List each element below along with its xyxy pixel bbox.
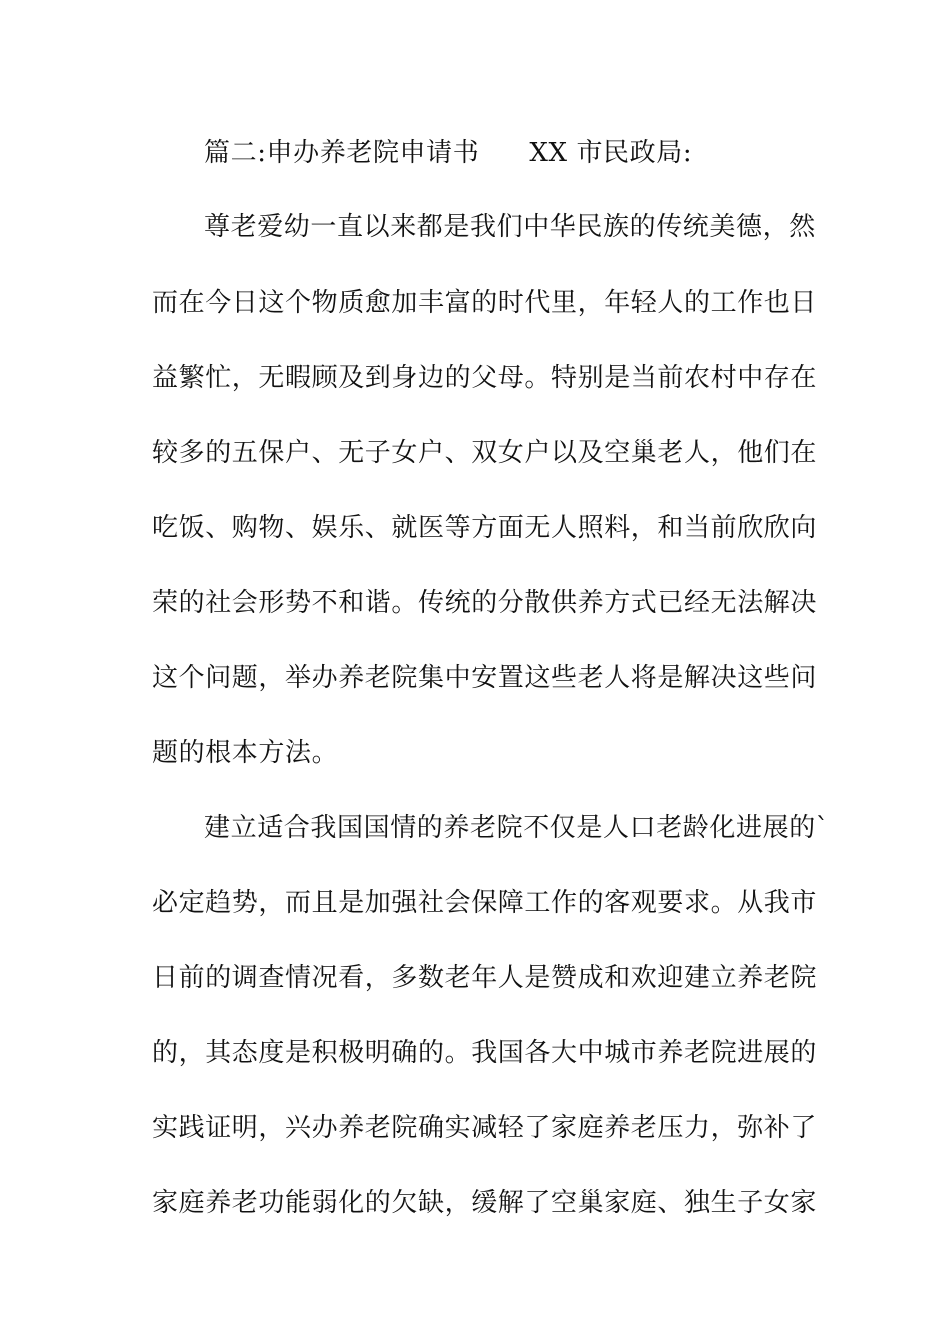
paragraph-1-line-1: 尊老爱幼一直以来都是我们中华民族的传统美德，然 xyxy=(204,212,816,242)
paragraph-1-line-2: 而在今日这个物质愈加丰富的时代里，年轻人的工作也日 xyxy=(152,288,818,318)
paragraph-2-line-3: 日前的调查情况看，多数老年人是赞成和欢迎建立养老院 xyxy=(152,963,818,993)
paragraph-1-line-3: 益繁忙，无暇顾及到身边的父母。特别是当前农村中存在 xyxy=(152,363,818,393)
paragraph-2-line-4: 的，其态度是积极明确的。我国各大中城市养老院进展的 xyxy=(152,1038,818,1068)
paragraph-1-line-6: 荣的社会形势不和谐。传统的分散供养方式已经无法解决 xyxy=(152,588,818,618)
document-heading xyxy=(204,137,814,169)
heading-title: 篇二:申办养老院申请书 xyxy=(204,138,480,168)
paragraph-2-line-1: 建立适合我国国情的养老院不仅是人口老龄化进展的` xyxy=(204,813,830,843)
paragraph-1-line-5: 吃饭、购物、娱乐、就医等方面无人照料，和当前欣欣向 xyxy=(152,513,818,543)
paragraph-2-line-2: 必定趋势，而且是加强社会保障工作的客观要求。从我市 xyxy=(152,888,818,918)
paragraph-1-line-7: 这个问题，举办养老院集中安置这些老人将是解决这些问 xyxy=(152,663,818,693)
heading-recipient: XX 市民政局: xyxy=(529,138,693,168)
paragraph-2-line-6: 家庭养老功能弱化的欠缺，缓解了空巢家庭、独生子女家 xyxy=(152,1188,818,1218)
paragraph-2-line-5: 实践证明，兴办养老院确实减轻了家庭养老压力，弥补了 xyxy=(152,1113,818,1143)
paragraph-1-line-8: 题的根本方法。 xyxy=(152,738,339,768)
paragraph-1-line-4: 较多的五保户、无子女户、双女户以及空巢老人，他们在 xyxy=(152,438,818,468)
